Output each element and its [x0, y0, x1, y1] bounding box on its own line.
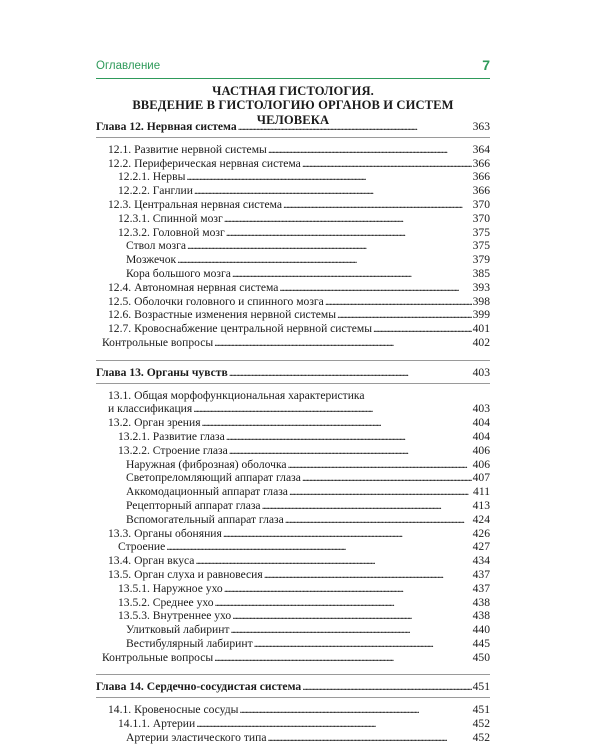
toc-entry[interactable] — [96, 582, 490, 596]
toc-page-number: 404 — [472, 416, 490, 430]
toc-page-number: 440 — [472, 623, 490, 637]
dot-leader — [239, 703, 471, 717]
toc-entry[interactable] — [96, 651, 490, 665]
toc-page-number: 451 — [472, 680, 490, 694]
toc-entry[interactable] — [96, 596, 490, 610]
toc-entry-label: 12.3. Центральная нервная система — [108, 197, 283, 211]
toc-page-number: 404 — [472, 429, 490, 443]
toc-page-number: 438 — [472, 595, 490, 609]
toc-entry-label: Глава 13. Органы чувств — [96, 365, 228, 379]
toc-entry[interactable] — [96, 322, 490, 336]
toc-page-number: 452 — [472, 717, 490, 731]
dot-leader — [325, 295, 472, 309]
toc-page-number: 413 — [472, 498, 490, 512]
toc-entry[interactable] — [96, 184, 490, 198]
toc-entry-label: 14.1. Кровеносные сосуды — [108, 703, 239, 717]
toc-entry-label: 13.5. Орган слуха и равновесия — [108, 567, 263, 581]
dot-leader — [196, 717, 471, 731]
toc-page-number: 399 — [472, 308, 490, 322]
part-title-line-1: ЧАСТНАЯ ГИСТОЛОГИЯ. — [212, 84, 374, 98]
toc-page-number: 411 — [473, 485, 490, 499]
toc-entry-label: Контрольные вопросы — [102, 650, 214, 664]
toc-entry-label: Строение — [118, 540, 166, 554]
toc-entry[interactable] — [96, 540, 490, 554]
toc-entry[interactable] — [96, 239, 490, 253]
dot-leader — [224, 212, 472, 226]
toc-entry-label: 13.2.2. Строение глаза — [118, 443, 228, 457]
toc-entry[interactable] — [96, 212, 490, 226]
toc-entry-label: Мозжечок — [126, 253, 177, 267]
toc-entry-label: Контрольные вопросы — [102, 335, 214, 349]
dot-leader — [230, 623, 471, 637]
toc-entry[interactable] — [96, 554, 490, 568]
dot-leader — [302, 680, 471, 694]
toc-page-number: 452 — [472, 730, 490, 744]
dot-leader — [289, 485, 472, 499]
dot-leader — [214, 651, 471, 665]
toc-entry[interactable] — [96, 170, 490, 184]
toc-entry-label: Наружная (фиброзная) оболочка — [126, 457, 287, 471]
toc-page-number: 364 — [472, 142, 490, 156]
toc-page-number: 426 — [472, 526, 490, 540]
toc-entry[interactable] — [96, 731, 490, 745]
toc-entry[interactable] — [96, 471, 490, 485]
running-header — [96, 58, 490, 79]
toc-page-number: 375 — [472, 239, 490, 253]
toc-entry[interactable] — [96, 416, 490, 430]
toc-entry-label: 12.3.1. Спинной мозг — [118, 211, 223, 225]
toc-entry[interactable] — [96, 308, 490, 322]
dot-leader — [254, 637, 472, 651]
toc-entry-label: Улитковый лабиринт — [126, 623, 230, 637]
toc-entry-label: 13.3. Органы обоняния — [108, 526, 222, 540]
toc-page-number: 407 — [472, 471, 490, 485]
toc-page-number: 370 — [472, 197, 490, 211]
divider-line — [96, 360, 490, 361]
dot-leader — [223, 527, 472, 541]
toc-entry-label: 12.6. Возрастные изменения нервной системы — [108, 308, 337, 322]
dot-leader — [229, 366, 472, 380]
toc-entry[interactable] — [96, 609, 490, 623]
toc-page-number: 402 — [472, 335, 490, 349]
toc-page-number: 375 — [472, 225, 490, 239]
dot-leader — [215, 596, 472, 610]
dot-leader — [226, 430, 472, 444]
toc-entry-label: Кора большого мозга — [126, 266, 231, 280]
dot-leader — [187, 239, 472, 253]
dot-leader — [238, 120, 472, 134]
toc-chapter[interactable] — [96, 366, 490, 380]
toc-entry[interactable] — [96, 389, 490, 417]
toc-entry-label: 12.7. Кровоснабжение центральной нервной системы — [108, 322, 373, 336]
toc-entry-label: 12.5. Оболочки головного и спинного мозга — [108, 294, 324, 308]
dot-leader — [224, 582, 472, 596]
toc-entry[interactable] — [96, 295, 490, 309]
toc-page-number: 434 — [472, 554, 490, 568]
dot-leader — [186, 170, 471, 184]
toc-entry-label: Вестибулярный лабиринт — [126, 636, 253, 650]
toc-entry-label: Ствол мозга — [126, 239, 186, 253]
toc-entry[interactable] — [96, 499, 490, 513]
divider-line — [96, 697, 490, 698]
toc-page-number: 406 — [472, 443, 490, 457]
toc-entry[interactable] — [96, 637, 490, 651]
toc-page-number: 366 — [472, 170, 490, 184]
toc-entry-label: 14.1.1. Артерии — [118, 717, 196, 731]
toc-page-number: 393 — [472, 280, 490, 294]
divider-line — [96, 674, 490, 675]
dot-leader — [262, 499, 472, 513]
toc-entry-label: 13.5.1. Наружное ухо — [118, 581, 223, 595]
toc-entry-label: Аккомодационный аппарат глаза — [126, 485, 288, 499]
toc-entry[interactable] — [96, 198, 490, 212]
dot-leader — [202, 416, 472, 430]
toc-entry-label: Рецепторный аппарат глаза — [126, 498, 261, 512]
toc-entry[interactable] — [96, 444, 490, 458]
dot-leader — [229, 444, 472, 458]
toc-entry[interactable] — [96, 485, 490, 499]
section-title: Оглавление — [96, 60, 161, 72]
dot-leader — [193, 402, 471, 416]
toc-page-number: 401 — [472, 322, 490, 336]
chapter-divider — [96, 350, 490, 357]
toc-entry-label: и классификация — [108, 402, 193, 416]
toc-entry-label: 12.2.2. Ганглии — [118, 184, 193, 198]
toc-page-number: 451 — [472, 703, 490, 717]
toc-entry[interactable] — [96, 568, 490, 582]
toc-entry[interactable] — [96, 527, 490, 541]
toc-page-number: 370 — [472, 211, 490, 225]
toc-entry-label: 12.2. Периферическая нервная система — [108, 156, 301, 170]
toc-entry-label: 13.4. Орган вкуса — [108, 554, 195, 568]
toc-page-number: 366 — [472, 156, 490, 170]
toc-page-number: 403 — [472, 402, 490, 416]
dot-leader — [194, 184, 472, 198]
page-number: 7 — [482, 57, 490, 73]
toc-entry-label: 13.1. Общая морфофункциональная характеристика — [108, 388, 365, 402]
toc-entry-label: 13.5.2. Среднее ухо — [118, 595, 214, 609]
toc-entry[interactable] — [96, 623, 490, 637]
divider-line — [96, 137, 490, 138]
dot-leader — [288, 458, 472, 472]
toc-entry-label: Вспомогательный аппарат глаза — [126, 512, 284, 526]
toc-entry[interactable] — [96, 281, 490, 295]
toc-page-number: 403 — [472, 365, 490, 379]
divider-line — [96, 383, 490, 384]
toc-entry[interactable] — [96, 267, 490, 281]
table-of-contents — [96, 120, 490, 745]
toc-entry-label: 13.2.1. Развитие глаза — [118, 429, 225, 443]
toc-entry-label: Глава 14. Сердечно-сосудистая система — [96, 680, 302, 694]
toc-page-number: 363 — [472, 120, 490, 133]
part-title-line-2: ВВЕДЕНИЕ В ГИСТОЛОГИЮ ОРГАНОВ И СИСТЕМ ЧЕЛОВЕКА — [132, 98, 454, 127]
toc-page-number: 450 — [472, 650, 490, 664]
dot-leader — [232, 267, 472, 281]
dot-leader — [279, 281, 471, 295]
toc-page-number: 438 — [472, 609, 490, 623]
dot-leader — [267, 731, 471, 745]
toc-entry-label: Глава 12. Нервная система — [96, 120, 237, 133]
dot-leader — [302, 471, 472, 485]
chapter-divider — [96, 664, 490, 671]
dot-leader — [264, 568, 472, 582]
toc-page-number: 445 — [472, 636, 490, 650]
toc-entry-label: Светопреломляющий аппарат глаза — [126, 471, 301, 485]
toc-page-number: 398 — [472, 294, 490, 308]
toc-chapter[interactable] — [96, 680, 490, 694]
dot-leader — [285, 513, 472, 527]
toc-entry[interactable] — [96, 143, 490, 157]
dot-leader — [373, 322, 472, 336]
toc-page-number: 406 — [472, 457, 490, 471]
dot-leader — [268, 143, 472, 157]
toc-page-number: 424 — [472, 512, 490, 526]
toc-page-number: 366 — [472, 184, 490, 198]
toc-entry-label: 12.4. Автономная нервная система — [108, 280, 279, 294]
toc-entry[interactable] — [96, 513, 490, 527]
toc-entry[interactable] — [96, 717, 490, 731]
toc-entry-label: 13.2. Орган зрения — [108, 416, 201, 430]
dot-leader — [302, 157, 472, 171]
dot-leader — [177, 253, 471, 267]
dot-leader — [166, 540, 471, 554]
toc-entry-label: 12.3.2. Головной мозг — [118, 225, 225, 239]
toc-page-number: 385 — [472, 266, 490, 280]
toc-entry[interactable] — [96, 430, 490, 444]
toc-entry[interactable] — [96, 253, 490, 267]
toc-entry[interactable] — [96, 336, 490, 350]
toc-page-number: 379 — [472, 253, 490, 267]
toc-entry[interactable] — [96, 703, 490, 717]
toc-entry[interactable] — [96, 157, 490, 171]
toc-page-number: 437 — [472, 581, 490, 595]
dot-leader — [195, 554, 471, 568]
toc-entry-label: 12.1. Развитие нервной системы — [108, 142, 267, 156]
toc-page-number: 437 — [472, 567, 490, 581]
dot-leader — [214, 336, 471, 350]
toc-entry[interactable] — [96, 458, 490, 472]
toc-page-number: 427 — [472, 540, 490, 554]
toc-entry-label: 13.5.3. Внутреннее ухо — [118, 609, 232, 623]
dot-leader — [232, 609, 471, 623]
toc-entry-label: Артерии эластического типа — [126, 730, 267, 744]
dot-leader — [337, 308, 472, 322]
dot-leader — [226, 226, 472, 240]
toc-chapter[interactable] — [96, 120, 490, 134]
toc-entry[interactable] — [96, 226, 490, 240]
toc-entry-label: 12.2.1. Нервы — [118, 170, 186, 184]
dot-leader — [283, 198, 472, 212]
